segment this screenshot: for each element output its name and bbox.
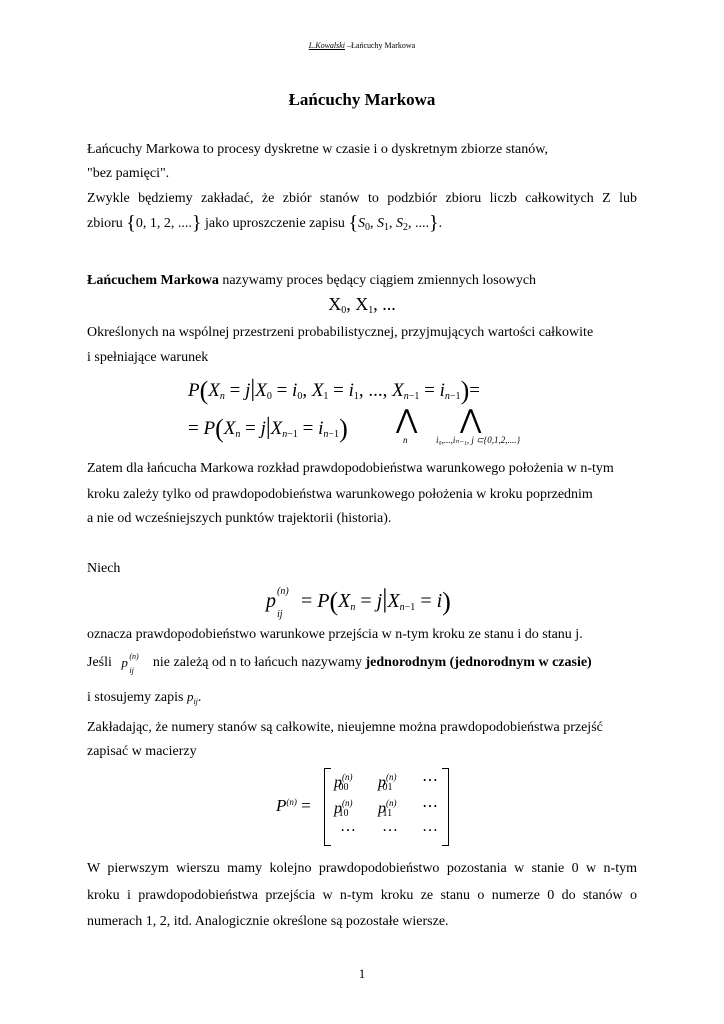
matrix-cell-dots-5: … (422, 818, 438, 835)
set-s0: S (358, 216, 366, 231)
matrix-cell-dots-1: ⋯ (422, 772, 438, 789)
matrix-cell-dots-4: … (382, 818, 398, 835)
set-s1: S (377, 216, 385, 231)
matrix-bracket-right (442, 768, 449, 846)
markov-equation-row-2: = $P(X_n = j|X_{n-1} = i_{n-1})$ (188, 414, 348, 443)
sub-0: 0 (365, 222, 371, 233)
brace-close-2: } (429, 212, 439, 234)
wedge-quantifier-2: ⋀ (460, 405, 482, 434)
set-dots: .... (415, 216, 430, 231)
para4-line-1: W pierwszym wierszu mamy kolejno prawdopodobieństwo pozostania w stanie 0 w n-tym (87, 861, 637, 876)
definition-line-3: i spełniające warunek (87, 350, 209, 365)
para3-line-5: zapisać w macierzy (87, 744, 197, 759)
para4-line-3: numerach 1, 2, itd. Analogicznie określone są pozostałe wiersze. (87, 914, 449, 929)
para3-line-2-text: nie zależą od n to łańcuch nazywamy (152, 655, 363, 670)
header-title: Łańcuchy Markowa (351, 41, 416, 50)
stosujemy-text: i stosujemy zapis (87, 690, 184, 705)
p-ij-n-symbol: p (n) ij (121, 652, 139, 675)
definition-line (87, 272, 536, 289)
seq-sub-0: 0 (341, 305, 347, 316)
header-separator: – (345, 41, 352, 50)
set-natural: 0, 1, 2, .... (135, 216, 192, 231)
para3-line-3: i stosujemy zapis $p_{ij}$. (87, 689, 202, 706)
intro-line-3: Zwykle będziemy zakładać, że zbiór stanów to podzbiór zbioru liczb całkowitych Z lub (87, 191, 637, 206)
running-header (0, 41, 724, 50)
intro-period: . (438, 216, 443, 231)
jednorodny-term: jednorodnym (jednorodnym w czasie) (365, 655, 592, 670)
matrix-label: $P^{(n)}$ = (276, 796, 311, 815)
niech-label: Niech (87, 561, 121, 576)
sub-1: 1 (384, 222, 390, 233)
para2-line-1: Zatem dla łańcucha Markowa rozkład prawdopodobieństwa warunkowego położenia w n-tym (87, 461, 614, 476)
brace-open-1: { (126, 212, 136, 234)
intro-line-2: "bez pamięci". (87, 166, 170, 181)
quantifier-indices: i₀,...,iₙ₋₁, j ⊂{0,1,2,....} (436, 435, 521, 445)
header-author: L.Kowalski (308, 41, 346, 50)
page-title: Łańcuchy Markowa (288, 90, 436, 109)
transition-equation: p (n) ij = $P(X_n = j|X_{n-1} = i)$ (266, 584, 451, 620)
para2-line-2: kroku zależy tylko od prawdopodobieństwa warunkowego położenia w kroku poprzednim (87, 487, 593, 502)
para3-line-2 (87, 652, 592, 675)
intro-line-4: zbioru {0, 1, 2, ....} jako uproszczenie zapisu {$S_0$, $S_1$, $S_2$, ....}. (87, 212, 443, 234)
matrix-cell-p00: $p^{(n)}00$ (334, 772, 353, 793)
intro-jako: jako uproszczenie zapisu (204, 216, 345, 231)
markov-equation-row-1: $P(X_n = j|X_0 = i_0$, $X_1 = i_1$, ..., $X_{n-1} = i_{n-1})=$ (188, 376, 480, 405)
matrix-cell-dots-2: ⋯ (422, 798, 438, 815)
para2-line-3: a nie od wcześniejszych punktów trajektorii (historia). (87, 511, 392, 526)
brace-close-1: } (191, 212, 202, 234)
para3-line-4: Zakładając, że numery stanów są całkowite, nieujemne można prawdopodobieństwa przejść (87, 720, 603, 735)
quantifier-n: n (403, 435, 408, 445)
seq-end: , ... (373, 294, 396, 314)
intro-line-1: Łańcuchy Markowa to procesy dyskretne w czasie i o dyskretnym zbiorze stanów, (87, 142, 548, 157)
matrix-cell-p10: $p^{(n)}10$ (334, 798, 353, 819)
wedge-quantifier-1: ⋀ (396, 405, 418, 434)
matrix-cell-dots-3: … (340, 818, 356, 835)
jesli-word: Jeśli (87, 655, 112, 670)
seq-x: X (328, 294, 342, 314)
intro-zbioru: zbioru (87, 216, 123, 231)
brace-open-2: { (348, 212, 359, 234)
definition-rest: nazywamy proces będący ciągiem zmiennych losowych (218, 273, 537, 288)
para4-line-2: kroku i prawdopodobieństwa przejścia w n-tym kroku ze stanu o numerze 0 do stanów o (87, 888, 637, 903)
seq-sub-1: 1 (368, 305, 374, 316)
random-sequence (0, 294, 724, 316)
set-s2: S (396, 216, 404, 231)
equation-row1-text (0, 0, 1, 1)
para3-period: . (197, 690, 202, 705)
page-number: 1 (358, 966, 366, 981)
matrix-bracket-left (324, 768, 331, 846)
matrix-cell-p11: $p^{(n)}11$ (378, 798, 397, 819)
sub-2: 2 (403, 222, 409, 233)
para3-line-1: oznacza prawdopodobieństwo warunkowe przejścia w n-tym kroku ze stanu i do stanu j. (87, 627, 583, 642)
definition-term: Łańcuchem Markowa (87, 273, 219, 288)
seq-mid: , X (346, 294, 369, 314)
definition-line-2: Określonych na wspólnej przestrzeni probabilistycznej, przyjmujących wartości całkowite (87, 325, 594, 340)
matrix-cell-p01: $p^{(n)}01$ (378, 772, 397, 793)
